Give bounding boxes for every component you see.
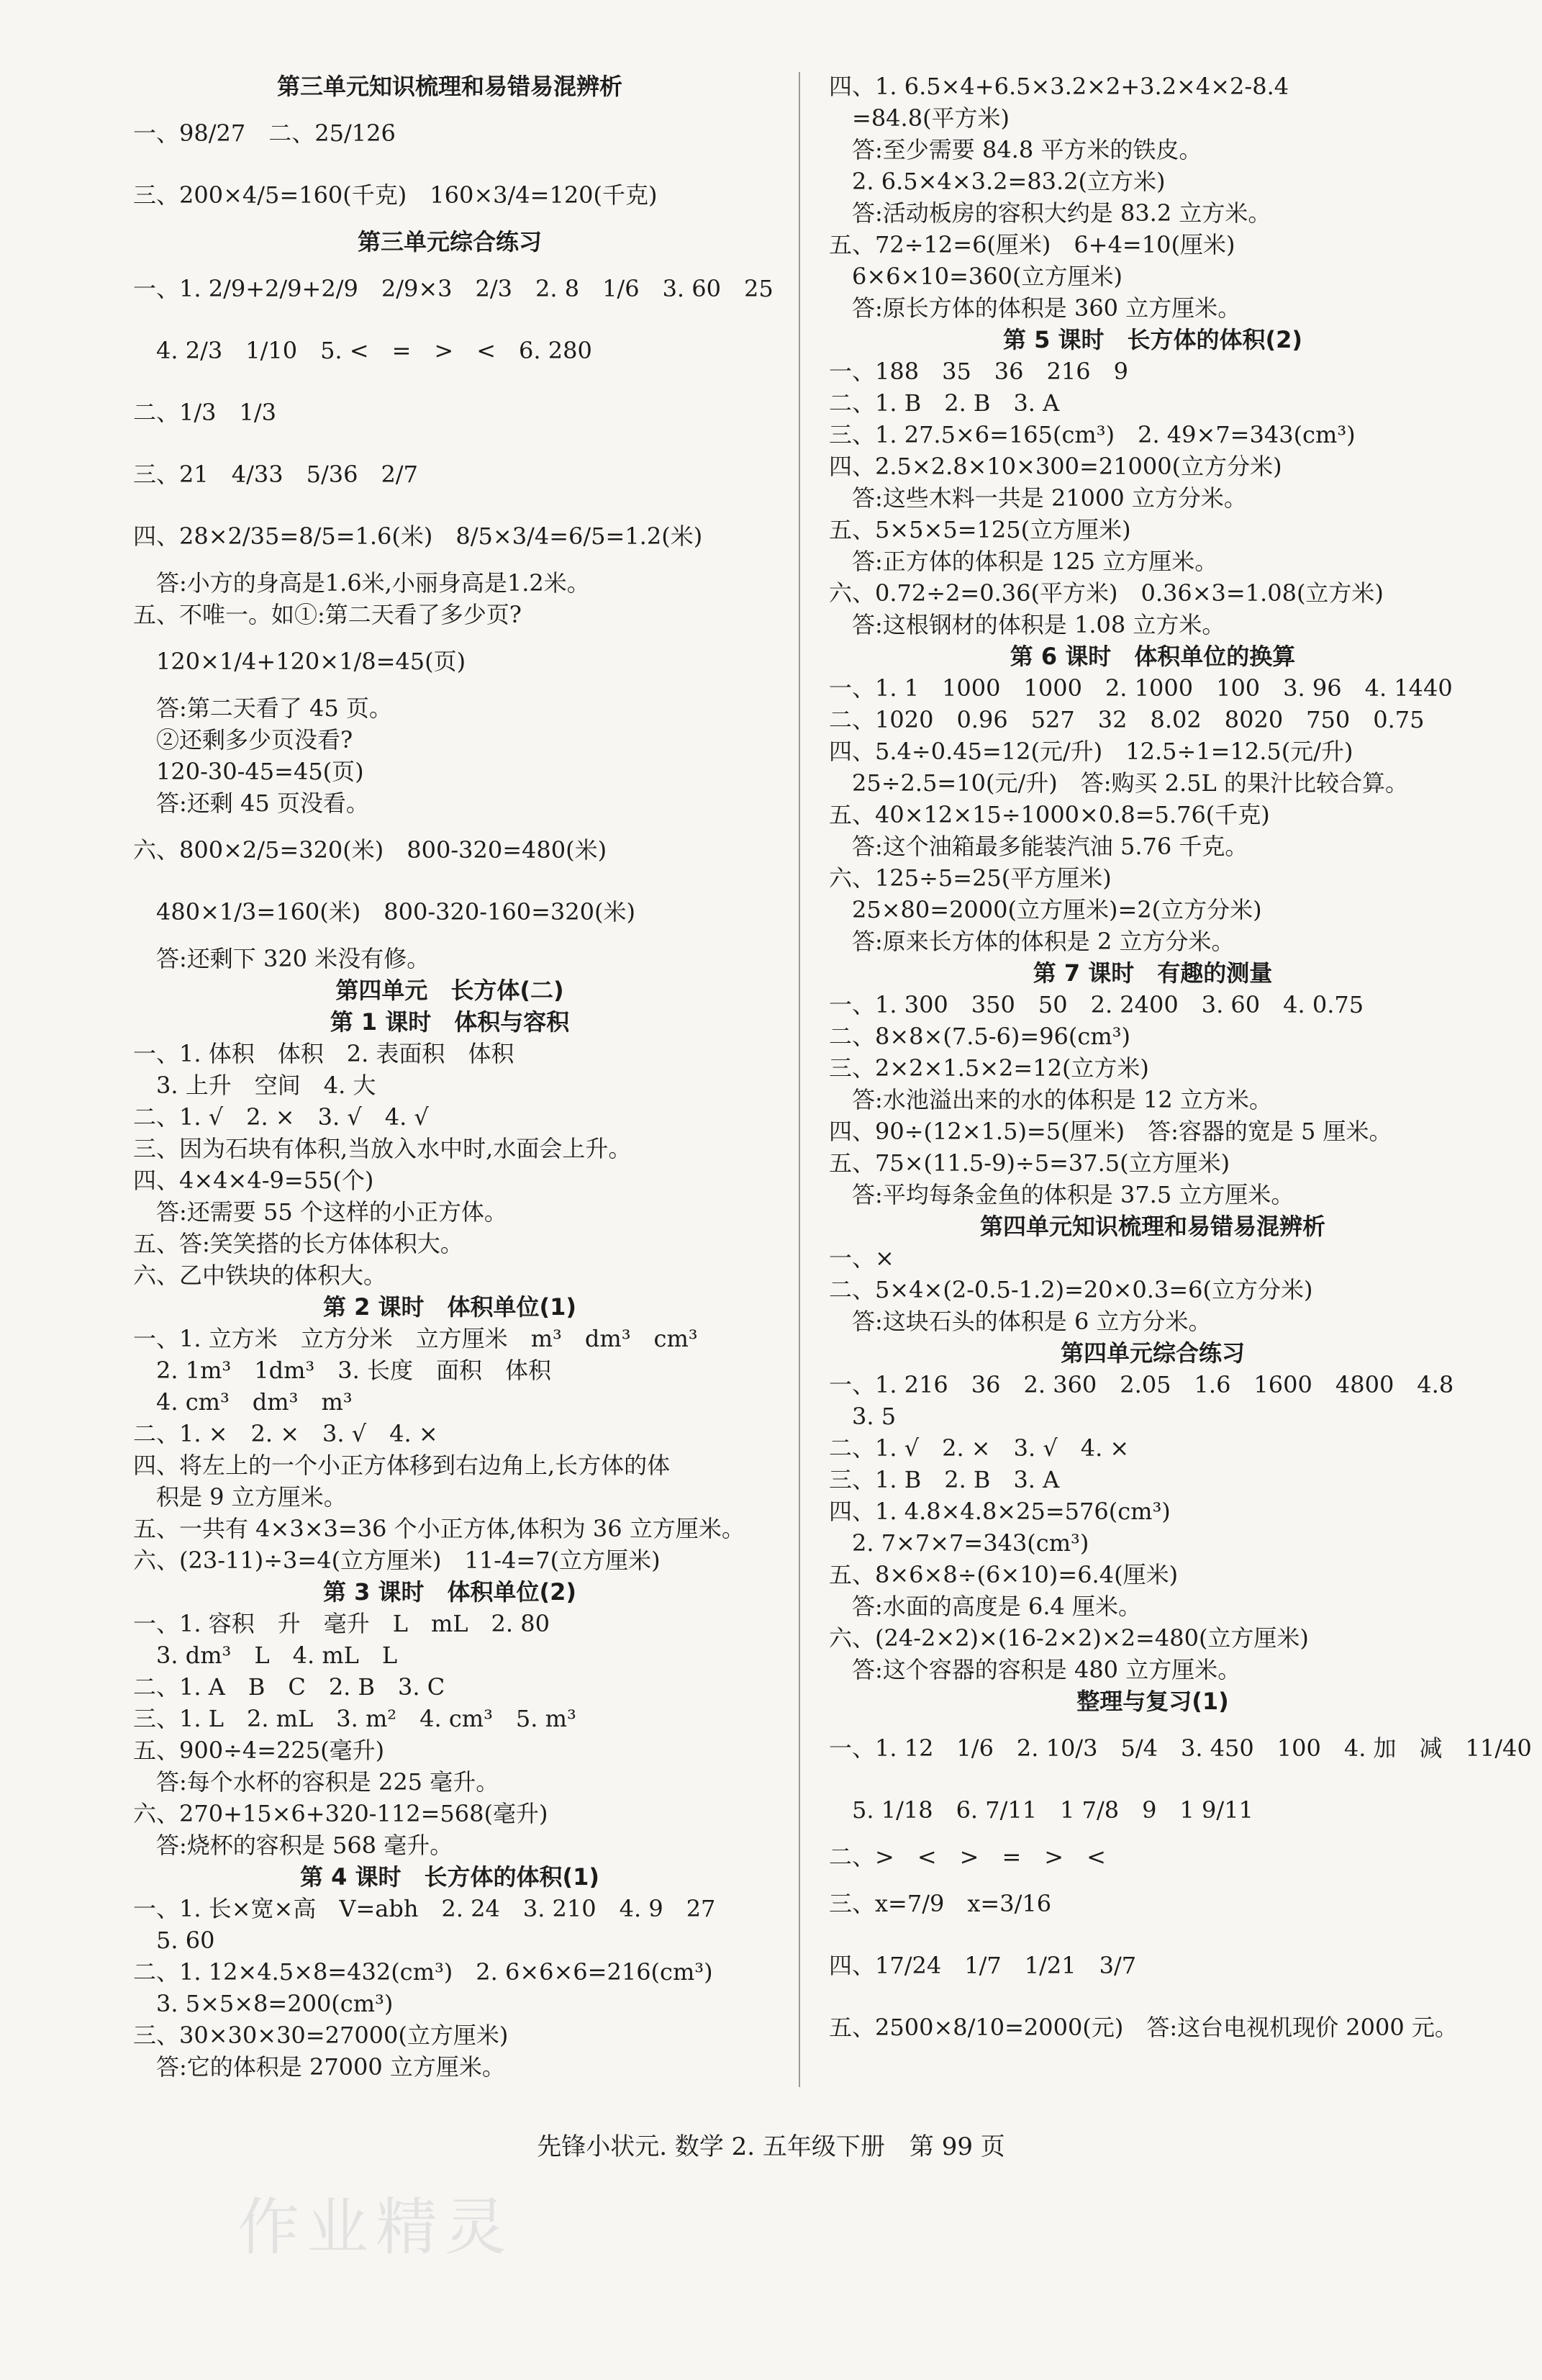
- answer-line: 三、因为石块有体积,当放入水中时,水面会上升。: [133, 1135, 632, 1162]
- answer-line: 二、> < > = > <: [829, 1843, 1106, 1870]
- answer-line: 答:每个水杯的容积是 225 毫升。: [133, 1768, 499, 1796]
- answer-line: 五、2500×8/10=2000(元) 答:这台电视机现价 2000 元。: [829, 2014, 1458, 2041]
- answer-line: ②还剩多少页没看?: [133, 726, 353, 754]
- section-heading: 整理与复习(1): [1076, 1688, 1229, 1715]
- answer-line: 6×6×10=360(立方厘米): [829, 263, 1123, 290]
- answer-line: 一、1. 300 350 50 2. 2400 3. 60 4. 0.75: [829, 991, 1364, 1018]
- answer-line: 二、1. √ 2. × 3. √ 4. ×: [829, 1434, 1130, 1462]
- answer-line: 二、1. B 2. B 3. A: [829, 389, 1060, 417]
- answer-line: 一、1. 1 1000 1000 2. 1000 100 3. 96 4. 1440: [829, 674, 1453, 702]
- watermark: 作业精灵: [237, 2191, 514, 2263]
- answer-line: 一、188 35 36 216 9: [829, 358, 1128, 385]
- answer-line: 二、1/3 1/3: [133, 399, 277, 426]
- answer-line: 25×80=2000(立方厘米)=2(立方分米): [829, 896, 1262, 923]
- section-heading: 第 7 课时 有趣的测量: [1033, 959, 1273, 987]
- answer-line: 答:小方的身高是1.6米,小丽身高是1.2米。: [133, 569, 590, 597]
- answer-line: 答:原来长方体的体积是 2 立方分米。: [829, 928, 1235, 955]
- answer-line: 一、×: [829, 1244, 894, 1272]
- section-heading: 第 6 课时 体积单位的换算: [1010, 643, 1296, 670]
- answer-line: 二、1. × 2. × 3. √ 4. ×: [133, 1420, 438, 1447]
- answer-line: 2. 1m³ 1dm³ 3. 长度 面积 体积: [133, 1357, 551, 1384]
- answer-line: 3. 5×5×8=200(cm³): [133, 1990, 394, 2017]
- answer-line: 一、98/27 二、25/126: [133, 119, 396, 147]
- answer-line: 五、72÷12=6(厘米) 6+4=10(厘米): [829, 231, 1235, 258]
- section-heading: 第 4 课时 长方体的体积(1): [299, 1863, 600, 1891]
- answer-line: 4. cm³ dm³ m³: [133, 1388, 353, 1416]
- column-divider: [799, 72, 800, 2087]
- answer-line: 一、1. 216 36 2. 360 2.05 1.6 1600 4800 4.8: [829, 1371, 1454, 1398]
- answer-line: 答:这块石头的体积是 6 立方分米。: [829, 1308, 1212, 1335]
- answer-line: 4. 2/3 1/10 5. < = > < 6. 280: [133, 337, 592, 364]
- answer-line: 答:原长方体的体积是 360 立方厘米。: [829, 294, 1241, 322]
- answer-line: 3. 5: [829, 1403, 897, 1430]
- answer-line: 四、将左上的一个小正方体移到右边角上,长方体的体: [133, 1452, 671, 1479]
- answer-line: =84.8(平方米): [829, 104, 1010, 132]
- answer-line: 六、0.72÷2=0.36(平方米) 0.36×3=1.08(立方米): [829, 579, 1384, 607]
- section-heading: 第 3 课时 体积单位(2): [322, 1578, 577, 1606]
- answer-line: 三、21 4/33 5/36 2/7: [133, 461, 418, 488]
- answer-line: 六、(24-2×2)×(16-2×2)×2=480(立方厘米): [829, 1624, 1309, 1652]
- answer-line: 五、8×6×8÷(6×10)=6.4(厘米): [829, 1561, 1179, 1588]
- answer-line: 一、1. 12 1/6 2. 10/3 5/4 3. 450 100 4. 加 减 11/40: [829, 1734, 1532, 1762]
- answer-line: 答:活动板房的容积大约是 83.2 立方米。: [829, 199, 1271, 227]
- answer-line: 答:水面的高度是 6.4 厘米。: [829, 1593, 1142, 1620]
- answer-line: 六、(23-11)÷3=4(立方厘米) 11-4=7(立方厘米): [133, 1547, 661, 1574]
- answer-line: 答:这根钢材的体积是 1.08 立方米。: [829, 611, 1225, 638]
- answer-line: 五、75×(11.5-9)÷5=37.5(立方厘米): [829, 1149, 1230, 1177]
- answer-line: 二、1020 0.96 527 32 8.02 8020 750 0.75: [829, 706, 1425, 733]
- answer-line: 六、270+15×6+320-112=568(毫升): [133, 1800, 548, 1827]
- answer-line: 三、200×4/5=160(千克) 160×3/4=120(千克): [133, 181, 658, 209]
- answer-line: 5. 60: [133, 1927, 215, 1954]
- answer-line: 120×1/4+120×1/8=45(页): [133, 648, 466, 675]
- section-heading: 第 5 课时 长方体的体积(2): [1002, 326, 1303, 353]
- answer-line: 答:还需要 55 个这样的小正方体。: [133, 1198, 507, 1226]
- answer-line: 一、1. 体积 体积 2. 表面积 体积: [133, 1040, 514, 1067]
- answer-line: 答:还剩 45 页没看。: [133, 789, 369, 817]
- section-heading: 第三单元综合练习: [357, 228, 542, 255]
- answer-line: 三、1. 27.5×6=165(cm³) 2. 49×7=343(cm³): [829, 421, 1356, 448]
- answer-line: 三、30×30×30=27000(立方厘米): [133, 2022, 509, 2049]
- answer-line: 答:正方体的体积是 125 立方厘米。: [829, 548, 1218, 575]
- answer-line: 一、1. 容积 升 毫升 L mL 2. 80: [133, 1610, 550, 1637]
- section-heading: 第 1 课时 体积与容积: [330, 1008, 570, 1036]
- answer-line: 四、4×4×4-9=55(个): [133, 1167, 374, 1194]
- answer-line: 三、x=7/9 x=3/16: [829, 1890, 1052, 1917]
- answer-line: 四、2.5×2.8×10×300=21000(立方分米): [829, 453, 1282, 480]
- answer-line: 一、1. 立方米 立方分米 立方厘米 m³ dm³ cm³: [133, 1325, 698, 1352]
- answer-line: 答:水池溢出来的水的体积是 12 立方米。: [829, 1086, 1272, 1113]
- page-footer: 先锋小状元. 数学 2. 五年级下册 第 99 页: [537, 2132, 1005, 2161]
- answer-line: 三、1. B 2. B 3. A: [829, 1466, 1060, 1493]
- answer-line: 四、17/24 1/7 1/21 3/7: [829, 1952, 1137, 1979]
- section-heading: 第四单元知识梳理和易错易混辨析: [979, 1213, 1325, 1240]
- section-heading: 第三单元知识梳理和易错易混辨析: [276, 73, 622, 100]
- answer-line: 二、1. √ 2. × 3. √ 4. √: [133, 1103, 429, 1131]
- answer-line: 五、答:笑笑搭的长方体体积大。: [133, 1230, 463, 1257]
- left-column: [133, 71, 774, 2083]
- answer-line: 四、5.4÷0.45=12(元/升) 12.5÷1=12.5(元/升): [829, 738, 1353, 765]
- answer-line: 答:这些木料一共是 21000 立方分米。: [829, 484, 1247, 512]
- right-column: [829, 71, 1532, 2058]
- answer-line: 一、1. 长×宽×高 V=abh 2. 24 3. 210 4. 9 27: [133, 1895, 716, 1922]
- answer-line: 二、5×4×(2-0.5-1.2)=20×0.3=6(立方分米): [829, 1276, 1313, 1303]
- answer-line: 答:还剩下 320 米没有修。: [133, 945, 430, 972]
- answer-line: 六、125÷5=25(平方厘米): [829, 864, 1112, 892]
- section-heading: 第 2 课时 体积单位(1): [322, 1293, 577, 1321]
- answer-line: 答:至少需要 84.8 平方米的铁皮。: [829, 136, 1202, 163]
- answer-line: 二、8×8×(7.5-6)=96(cm³): [829, 1023, 1130, 1050]
- answer-line: 5. 1/18 6. 7/11 1 7/8 9 1 9/11: [829, 1796, 1253, 1824]
- answer-line: 答:这个容器的容积是 480 立方厘米。: [829, 1656, 1241, 1683]
- answer-line: 答:烧杯的容积是 568 毫升。: [133, 1832, 453, 1859]
- answer-line: 答:这个油箱最多能装汽油 5.76 千克。: [829, 833, 1248, 860]
- answer-line: 2. 7×7×7=343(cm³): [829, 1529, 1089, 1557]
- answer-line: 三、2×2×1.5×2=12(立方米): [829, 1054, 1149, 1082]
- answer-line: 五、一共有 4×3×3=36 个小正方体,体积为 36 立方厘米。: [133, 1515, 745, 1542]
- answer-line: 二、1. A B C 2. B 3. C: [133, 1673, 445, 1701]
- answer-line: 2. 6.5×4×3.2=83.2(立方米): [829, 168, 1166, 195]
- answer-line: 四、1. 6.5×4+6.5×3.2×2+3.2×4×2-8.4: [829, 73, 1289, 100]
- answer-line: 五、不唯一。如①:第二天看了多少页?: [133, 601, 522, 628]
- answer-line: 答:第二天看了 45 页。: [133, 694, 392, 722]
- answer-line: 答:它的体积是 27000 立方厘米。: [133, 2053, 505, 2081]
- answer-line: 3. 上升 空间 4. 大: [133, 1072, 376, 1099]
- answer-line: 五、900÷4=225(毫升): [133, 1737, 385, 1764]
- answer-line: 答:平均每条金鱼的体积是 37.5 立方厘米。: [829, 1181, 1294, 1208]
- answer-line: 四、90÷(12×1.5)=5(厘米) 答:容器的宽是 5 厘米。: [829, 1118, 1392, 1145]
- answer-line: 四、28×2/35=8/5=1.6(米) 8/5×3/4=6/5=1.2(米): [133, 522, 703, 550]
- answer-line: 四、1. 4.8×4.8×25=576(cm³): [829, 1498, 1171, 1525]
- answer-line: 五、5×5×5=125(立方厘米): [829, 516, 1131, 543]
- answer-line: 480×1/3=160(米) 800-320-160=320(米): [133, 898, 635, 926]
- answer-line: 六、800×2/5=320(米) 800-320=480(米): [133, 836, 607, 864]
- section-heading: 第四单元综合练习: [1060, 1339, 1245, 1367]
- answer-line: 120-30-45=45(页): [133, 758, 364, 785]
- answer-line: 六、乙中铁块的体积大。: [133, 1262, 387, 1289]
- answer-line: 25÷2.5=10(元/升) 答:购买 2.5L 的果汁比较合算。: [829, 769, 1408, 797]
- answer-line: 五、40×12×15÷1000×0.8=5.76(千克): [829, 801, 1270, 828]
- answer-line: 一、1. 2/9+2/9+2/9 2/9×3 2/3 2. 8 1/6 3. 60 25: [133, 275, 774, 302]
- answer-line: 三、1. L 2. mL 3. m² 4. cm³ 5. m³: [133, 1705, 576, 1732]
- answer-line: 积是 9 立方厘米。: [133, 1483, 347, 1511]
- answer-line: 二、1. 12×4.5×8=432(cm³) 2. 6×6×6=216(cm³): [133, 1958, 713, 1986]
- section-heading: 第四单元 长方体(二): [335, 977, 564, 1004]
- answer-line: 3. dm³ L 4. mL L: [133, 1642, 398, 1669]
